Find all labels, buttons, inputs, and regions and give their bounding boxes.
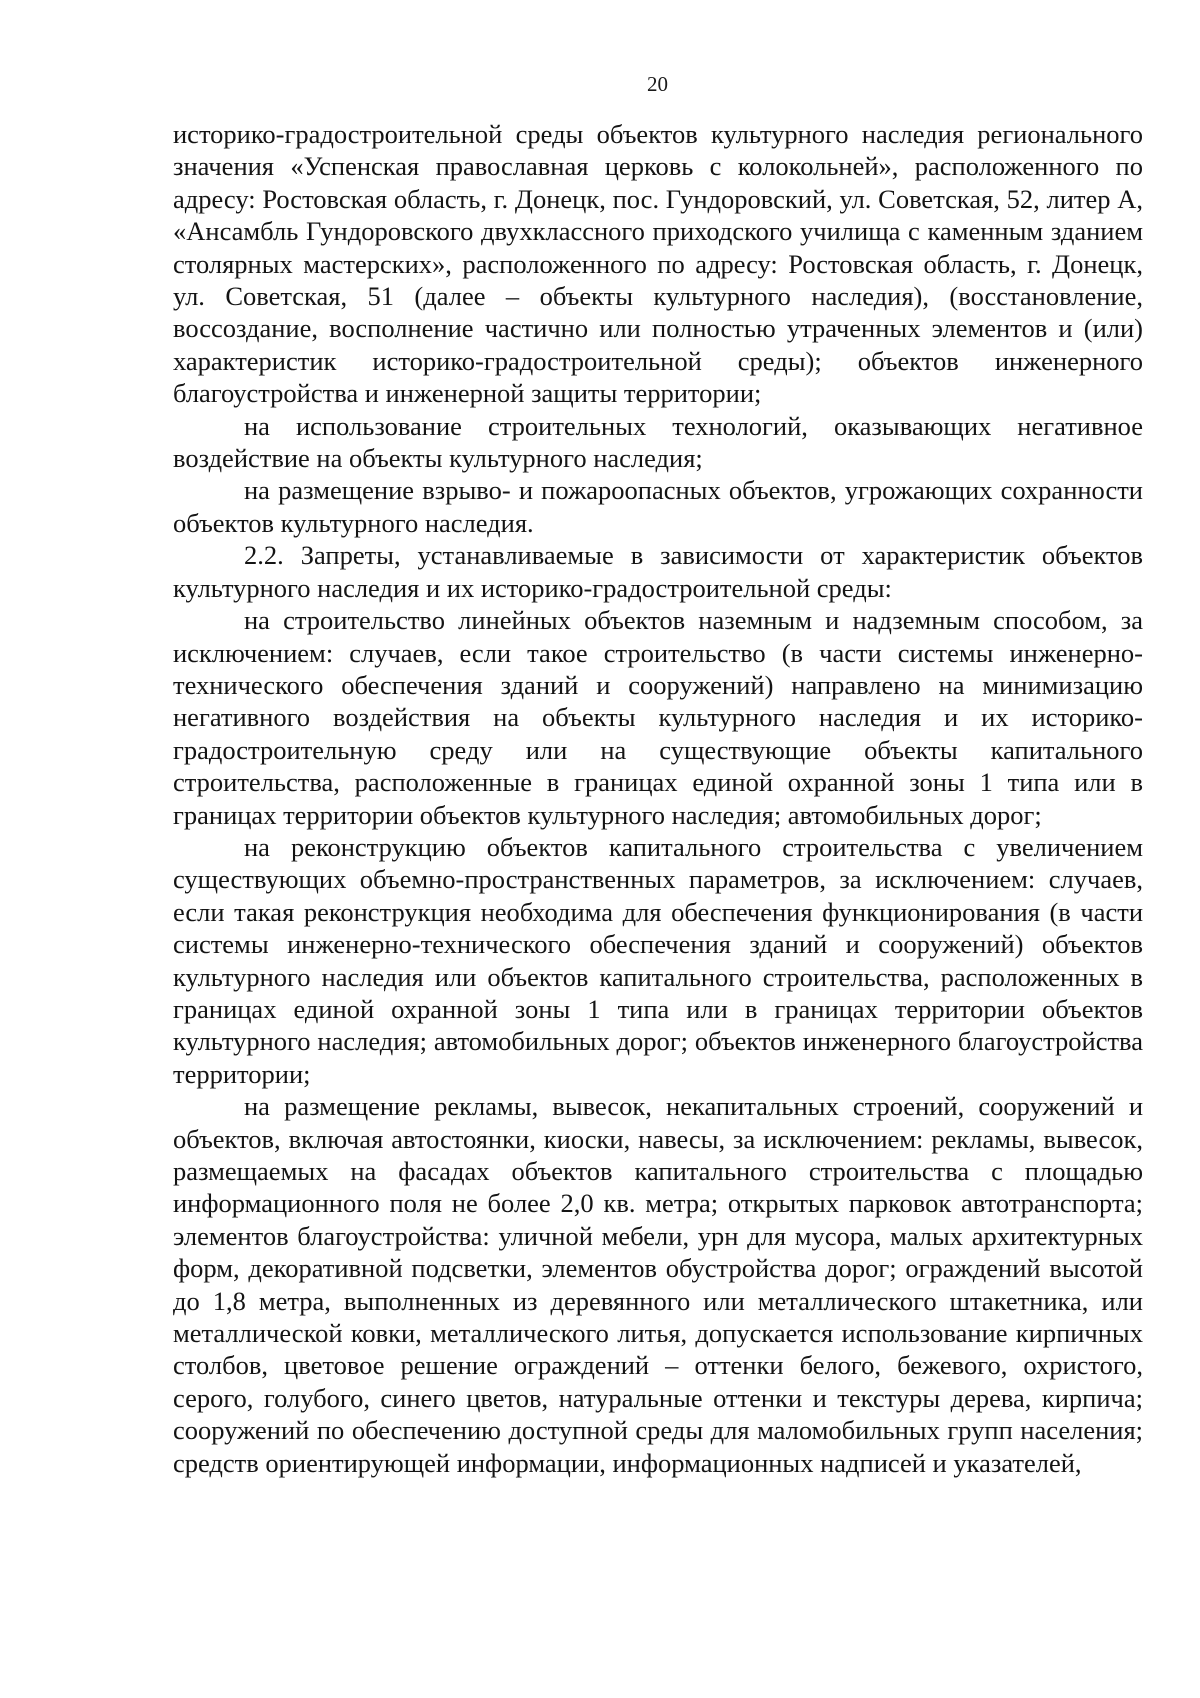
document-body (173, 118, 1143, 1479)
paragraph-prohibition-advertising: на размещение рекламы, вывесок, некапитальных строений, сооружений и объектов, включая автостоянки, киоски, навесы, за исключением: рекламы, вывесок, размещаемых на фасадах объектов капитального строительства с площадью информационного поля не более 2,0 кв. метра; открытых парковок автотранспорта; элементов благоустройства: уличной мебели, урн для мусора, малых архитектурных форм, декоративной подсветки, элементов обустройства дорог; ограждений высотой до 1,8 метра, выполненных из деревянного или металлического штакетника, или металлической ковки, металлического литья, допускается использование кирпичных столбов, цветовое решение ограждений – оттенки белого, бежевого, охристого, серого, голубого, синего цветов, натуральные оттенки и текстуры дерева, кирпича; сооружений по обеспечению доступной среды для маломобильных групп населения; средств ориентирующей информации, информационных надписей и указателей, (173, 1091, 1143, 1478)
paragraph-prohibition-linear-objects: на строительство линейных объектов наземным и надземным способом, за исключением: случаев, если такое строительство (в части системы инженерно-технического обеспечения зданий и сооружений) направлено на минимизацию негативного воздействия на объекты культурного наследия и их историко-градостроительную среду или на существующие объекты капитального строительства, расположенные в границах единой охранной зоны 1 типа или в границах территории объектов культурного наследия; автомобильных дорог; (173, 605, 1143, 830)
paragraph-prohibition-reconstruction: на реконструкцию объектов капитального строительства с увеличением существующих объемно-пространственных параметров, за исключением: случаев, если такая реконструкция необходима для обеспечения функционирования (в части системы инженерно-технического обеспечения зданий и сооружений) объектов культурного наследия или объектов капитального строительства, расположенных в границах единой охранной зоны 1 типа или в границах территории объектов культурного наследия; автомобильных дорог; объектов инженерного благоустройства территории; (173, 831, 1143, 1089)
paragraph-prohibition-hazardous-objects: на размещение взрыво- и пожароопасных объектов, угрожающих сохранности объектов культурного наследия. (173, 475, 1143, 538)
section-heading-2-2: 2.2. Запреты, устанавливаемые в зависимости от характеристик объектов культурного наследия и их историко-градостроительной среды: (173, 540, 1143, 603)
page-number: 20 (647, 72, 668, 96)
paragraph-prohibition-technologies: на использование строительных технологий, оказывающих негативное воздействие на объекты культурного наследия; (173, 410, 1143, 474)
paragraph-continuation: историко-градостроительной среды объектов культурного наследия регионального значения «Успенская православная церковь с колокольней», расположенного по адресу: Ростовская область, г. Донецк, пос. Гундоровский, ул. Советская, 52, литер А, «Ансамбль Гундоровского двухклассного приходского училища с каменным зданием столярных мастерских», расположенного по адресу: Ростовская область, г. Донецк, ул. Советская, 51 (далее – объекты культурного наследия), (восстановление, воссоздание, восполнение частично или полностью утраченных элементов и (или) характеристик историко-градостроительной среды); объектов инженерного благоустройства и инженерной защиты территории; (173, 119, 1143, 409)
